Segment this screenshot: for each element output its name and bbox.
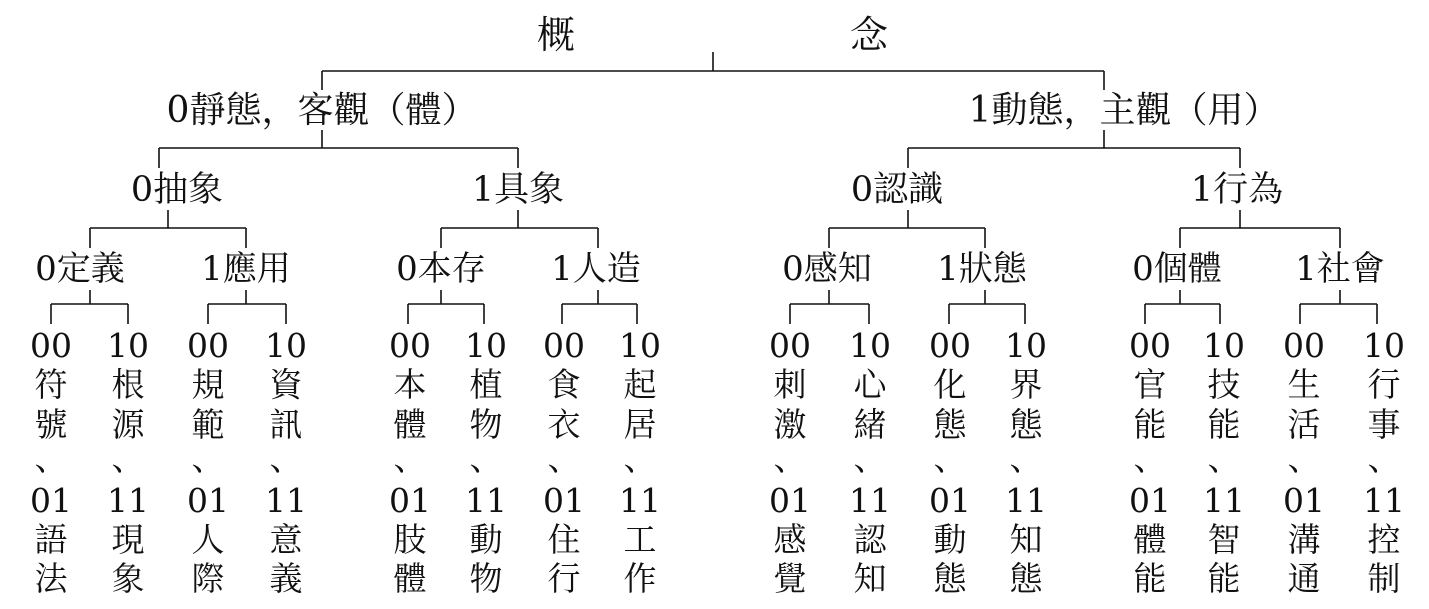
leaf-char: 感 [773,520,807,559]
leaf-char: 範 [191,405,225,444]
leaf-char: 起 [623,365,657,404]
level2-node-cognition: 0認識 [850,170,944,210]
leaf-char: 覺 [773,559,807,598]
level2-node-abstract: 0抽象 [130,170,224,210]
leaf-code: 00 [187,326,229,365]
leaf-code: 10 [1203,326,1245,365]
leaf-separator: 、 [1367,439,1401,478]
level3-node-artificial: 1人造 [551,249,641,289]
leaf-char: 住 [547,520,581,559]
leaf-char: 事 [1367,405,1401,444]
leaf-char: 根 [111,365,145,404]
leaf-char: 能 [1133,405,1167,444]
leaf-code: 01 [187,481,229,520]
leaf-separator: 、 [1009,439,1043,478]
leaf-code: 01 [769,481,811,520]
leaf-column [619,326,661,598]
level2-node-concrete: 1具象 [471,170,565,210]
level2-node-behavior: 1行為 [1190,170,1284,210]
leaf-char: 工 [623,520,657,559]
leaf-char: 現 [111,520,145,559]
leaf-char: 人 [191,520,225,559]
leaf-char: 心 [853,365,887,404]
leaf-code: 11 [107,481,149,520]
leaf-separator: 、 [469,439,503,478]
leaf-char: 語 [34,520,68,559]
leaf-code: 10 [849,326,891,365]
level3-node-definition: 0定義 [35,249,125,289]
leaf-code: 00 [1283,326,1325,365]
leaf-column [1203,326,1245,598]
leaf-separator: 、 [111,439,145,478]
level3-node-perception: 0感知 [782,249,872,289]
leaf-column [187,326,229,598]
leaf-column [107,326,149,598]
leaf-column [1129,326,1171,598]
leaf-char: 通 [1287,559,1321,598]
leaf-code: 11 [1203,481,1245,520]
leaf-char: 能 [1207,405,1241,444]
leaf-char: 動 [469,520,503,559]
leaf-char: 食 [547,365,581,404]
leaf-separator: 、 [933,439,967,478]
leaf-char: 知 [853,559,887,598]
leaf-code: 01 [929,481,971,520]
leaf-char: 認 [853,520,887,559]
leaf-separator: 、 [1287,439,1321,478]
leaf-char: 作 [623,559,657,598]
leaf-code: 01 [1129,481,1171,520]
leaf-char: 物 [469,405,503,444]
leaf-char: 制 [1367,559,1401,598]
leaf-char: 體 [393,559,427,598]
leaf-separator: 、 [773,439,807,478]
leaf-char: 際 [191,559,225,598]
leaf-column [465,326,507,598]
leaf-char: 能 [1207,559,1241,598]
leaf-char: 本 [393,365,427,404]
leaf-code: 11 [1005,481,1047,520]
leaf-code: 11 [265,481,307,520]
leaf-code: 10 [107,326,149,365]
leaf-separator: 、 [623,439,657,478]
leaf-char: 行 [547,559,581,598]
leaf-char: 體 [393,405,427,444]
root-label-left: 概 [536,13,576,57]
leaf-char: 衣 [547,405,581,444]
leaf-char: 活 [1287,405,1321,444]
leaf-char: 化 [933,365,967,404]
leaf-char: 智 [1207,520,1241,559]
leaf-column [265,326,307,598]
leaf-char: 象 [111,559,145,598]
leaf-char: 植 [469,365,503,404]
leaf-code: 00 [30,326,72,365]
leaf-char: 生 [1287,365,1321,404]
leaf-separator: 、 [191,439,225,478]
leaf-char: 體 [1133,520,1167,559]
leaf-code: 01 [30,481,72,520]
leaf-code: 11 [1363,481,1405,520]
leaf-char: 知 [1009,520,1043,559]
leaf-column [389,326,431,598]
leaf-char: 控 [1367,520,1401,559]
leaf-code: 10 [265,326,307,365]
leaf-code: 10 [1005,326,1047,365]
leaf-char: 物 [469,559,503,598]
leaf-column [30,326,72,598]
leaf-separator: 、 [1207,439,1241,478]
leaf-separator: 、 [853,439,887,478]
leaf-char: 源 [111,405,145,444]
leaf-char: 官 [1133,365,1167,404]
leaf-code: 01 [389,481,431,520]
leaf-code: 00 [769,326,811,365]
level1-node-dynamic: 1動態，主觀（用） [968,90,1280,131]
level3-node-application: 1應用 [201,249,291,289]
level3-node-society: 1社會 [1295,249,1385,289]
leaf-char: 態 [1009,559,1043,598]
level3-node-state: 1狀態 [937,249,1027,289]
leaf-separator: 、 [1133,439,1167,478]
leaf-separator: 、 [393,439,427,478]
root-label-right: 念 [849,13,889,57]
leaf-columns [30,326,1405,598]
leaf-char: 符 [34,365,68,404]
leaf-column [1363,326,1405,598]
leaf-char: 法 [34,559,68,598]
leaf-char: 技 [1207,365,1241,404]
leaf-separator: 、 [269,439,303,478]
leaf-code: 01 [1283,481,1325,520]
leaf-separator: 、 [547,439,581,478]
leaf-char: 規 [191,365,225,404]
leaf-code: 11 [619,481,661,520]
leaf-char: 刺 [773,365,807,404]
leaf-char: 態 [933,405,967,444]
leaf-code: 10 [619,326,661,365]
leaf-column [769,326,811,598]
leaf-char: 態 [1009,405,1043,444]
leaf-column [1283,326,1325,598]
leaf-column [929,326,971,598]
leaf-char: 界 [1009,365,1043,404]
leaf-column [1005,326,1047,598]
leaf-code: 11 [465,481,507,520]
leaf-code: 01 [543,481,585,520]
leaf-char: 能 [1133,559,1167,598]
leaf-char: 居 [623,405,657,444]
leaf-char: 溝 [1287,520,1321,559]
leaf-char: 意 [269,520,303,559]
leaf-code: 10 [1363,326,1405,365]
level3-node-individual: 0個體 [1132,249,1222,289]
leaf-char: 號 [34,405,68,444]
leaf-code: 00 [929,326,971,365]
leaf-column [543,326,585,598]
leaf-code: 00 [543,326,585,365]
leaf-char: 動 [933,520,967,559]
leaf-char: 義 [269,559,303,598]
leaf-char: 訊 [269,405,303,444]
leaf-column [849,326,891,598]
level3-node-existence: 0本存 [396,249,486,289]
leaf-code: 00 [1129,326,1171,365]
leaf-code: 00 [389,326,431,365]
level1-node-static: 0靜態，客觀（體） [166,90,478,131]
leaf-char: 激 [773,405,807,444]
leaf-char: 緒 [853,405,887,444]
leaf-char: 行 [1367,365,1401,404]
leaf-char: 肢 [393,520,427,559]
leaf-code: 11 [849,481,891,520]
leaf-separator: 、 [34,439,68,478]
leaf-char: 資 [269,365,303,404]
leaf-char: 態 [933,559,967,598]
leaf-code: 10 [465,326,507,365]
